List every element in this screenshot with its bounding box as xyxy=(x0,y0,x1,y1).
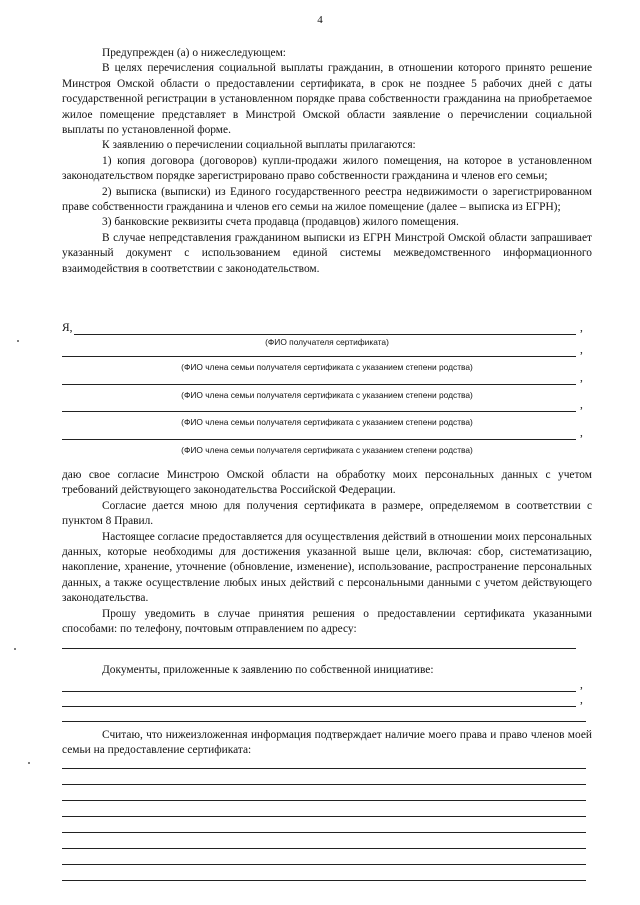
recipient-caption: (ФИО получателя сертификата) xyxy=(265,337,389,347)
attachment-item-1: 1) копия договора (договоров) купли-продажи жилого помещения, на которое в установленном законодательством порядке зарегистрировано право собственности гражданина и членов его семьи; xyxy=(62,154,592,183)
notification-request: Прошу уведомить в случае принятия решения о предоставлении сертификата указанными способами: по телефону, почтовым отправлением по адресу: xyxy=(62,607,592,636)
scan-speck xyxy=(14,648,16,650)
rights-line-3[interactable] xyxy=(62,800,586,801)
family-member-caption-2: (ФИО члена семьи получателя сертификата с указанием степени родства) xyxy=(181,390,473,400)
family-member-caption-1: (ФИО члена семьи получателя сертификата с указанием степени родства) xyxy=(181,362,473,372)
notice-block xyxy=(62,46,592,277)
documents-label: Документы, приложенные к заявлению по собственной инициативе: xyxy=(102,664,434,676)
consent-purpose: Согласие дается мною для получения сертификата в размере, определяемом в соответствии с пунктом 8 Правил. xyxy=(62,499,592,528)
rights-block xyxy=(62,728,592,759)
notification-address-field[interactable] xyxy=(62,648,576,649)
comma-mark: , xyxy=(580,399,583,411)
notice-heading: Предупрежден (а) о нижеследующем: xyxy=(102,47,286,59)
family-member-field-4[interactable] xyxy=(62,439,576,440)
scan-speck xyxy=(17,340,19,342)
document-line-2[interactable] xyxy=(62,706,576,707)
document-line-3[interactable] xyxy=(62,721,586,722)
family-member-field-2[interactable] xyxy=(62,384,576,385)
rights-line-4[interactable] xyxy=(62,816,586,817)
rights-line-7[interactable] xyxy=(62,864,586,865)
rights-line-8[interactable] xyxy=(62,880,586,881)
attachment-item-3: 3) банковские реквизиты счета продавца (продавцов) жилого помещения. xyxy=(102,216,459,229)
document-line-1[interactable] xyxy=(62,691,576,692)
rights-line-5[interactable] xyxy=(62,832,586,833)
comma-mark: , xyxy=(580,322,583,334)
family-member-field-1[interactable] xyxy=(62,356,576,357)
family-member-field-3[interactable] xyxy=(62,411,576,412)
rights-line-2[interactable] xyxy=(62,784,586,785)
rights-statement: Считаю, что нижеизложенная информация подтверждает наличие моего права и право членов моей семьи на предоставление сертификата: xyxy=(62,729,592,757)
family-member-caption-4: (ФИО члена семьи получателя сертификата с указанием степени родства) xyxy=(181,445,473,455)
consent-paragraph: даю свое согласие Минстрою Омской области на обработку моих персональных данных с учетом требований действующего законодательства Российской Федерации. xyxy=(62,469,592,497)
comma-mark: , xyxy=(580,372,583,384)
attachment-item-2: 2) выписка (выписки) из Единого государственного реестра недвижимости о зарегистрированном праве собственности гражданина и членов его семьи на жилое помещение (далее – выписка из ЕГРН); xyxy=(62,185,592,214)
comma-mark: , xyxy=(580,344,583,356)
comma-mark: , xyxy=(580,427,583,439)
notice-paragraph: В целях перечисления социальной выплаты гражданин, в отношении которого принято решение Минстроя Омской области о предоставлении сертификата, в срок не позднее 5 рабочих дней с даты государственной регистрации в установленном порядке права собственности гражданина на приобретаемое жилое помещение представляет в Минстрой Омской области заявление о перечислении социальной выплаты по установленной форме. xyxy=(62,62,592,137)
scan-speck xyxy=(28,762,30,764)
comma-mark: , xyxy=(580,679,583,691)
consent-scope: Настоящее согласие предоставляется для осуществления действий в отношении моих персональных данных, которые необходимы для достижения указанной выше цели, включая: сбор, систематизацию, накопление, хранение, уточнение (обновление, изменение), использование, распространение персональных данных, а также осуществление любых иных действий с персональными данными с учетом действующего законодательства. xyxy=(62,530,592,605)
attachments-intro: К заявлению о перечислении социальной выплаты прилагаются: xyxy=(102,139,416,152)
page-number: 4 xyxy=(317,14,323,26)
egrn-request-paragraph: В случае непредставления гражданином выписки из ЕГРН Минстрой Омской области запрашивает указанный документ с использованием единой системы межведомственного информационного взаимодействия в соответствии с законодательством. xyxy=(62,231,592,275)
recipient-name-field[interactable] xyxy=(74,334,576,335)
consent-block xyxy=(62,468,592,637)
family-member-caption-3: (ФИО члена семьи получателя сертификата с указанием степени родства) xyxy=(181,417,473,427)
rights-line-1[interactable] xyxy=(62,768,586,769)
rights-line-6[interactable] xyxy=(62,848,586,849)
applicant-prefix: Я, xyxy=(62,322,73,334)
comma-mark: , xyxy=(580,694,583,706)
